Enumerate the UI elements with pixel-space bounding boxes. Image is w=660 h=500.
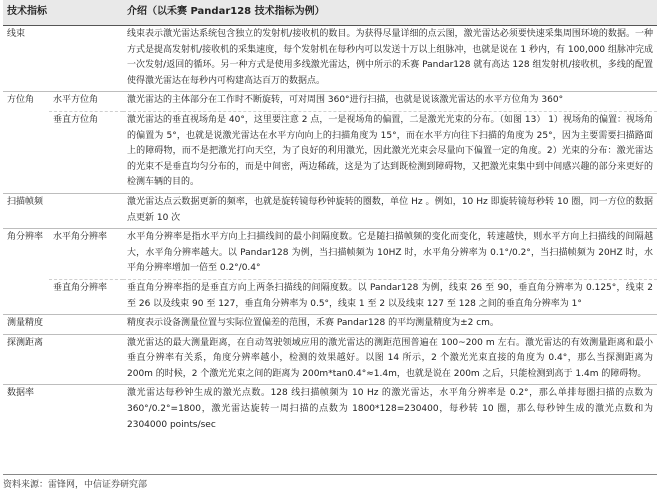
row-category: 探测距离	[3, 334, 123, 385]
row-description: 激光雷达的主体部分在工作时不断旋转，可对周围 360°进行扫描，也就是说该激光雷达的水平方位角为 360°	[123, 92, 657, 112]
table-row	[3, 229, 657, 280]
row-category: 测量精度	[3, 315, 123, 335]
row-description: 激光雷达点云数据更新的频率，也就是旋转镜每秒钟旋转的圈数，单位 Hz 。例如，10 Hz 即旋转镜每秒转 10 圈，同一方位的数据点更新 10 次	[123, 193, 657, 228]
table-row	[3, 26, 657, 92]
table-row	[3, 279, 657, 314]
row-category: 数据率	[7, 388, 35, 399]
table-row	[3, 193, 657, 228]
row-category: 角分辨率	[3, 229, 49, 315]
table-row	[3, 334, 657, 385]
row-subcategory: 垂直角分辨率	[49, 279, 123, 314]
header-introduction: 介绍（以禾赛 Pandar128 技术指标为例）	[123, 0, 657, 26]
row-subcategory: 水平方位角	[49, 92, 123, 112]
lidar-spec-table	[3, 0, 657, 435]
row-category: 扫描帧频	[3, 193, 123, 228]
table-row	[3, 111, 657, 193]
source-note: 资料来源：雷锋网，中信证券研究部	[3, 480, 148, 490]
header-tech-indicator: 技术指标	[3, 0, 123, 26]
row-subcategory: 垂直方位角	[49, 111, 123, 193]
table-header-row	[3, 0, 657, 26]
row-subcategory: 水平角分辨率	[49, 229, 123, 280]
row-description: 精度表示设备测量位置与实际位置偏差的范围，禾赛 Pandar128 的平均测量精度为±2 cm。	[123, 315, 657, 335]
table-row	[3, 92, 657, 112]
table-bottom-rule	[3, 474, 657, 475]
row-description: 线束表示激光雷达系统包含独立的发射机/接收机的数目。为获得尽量详细的点云图，激光雷达必须要快速采集周围环境的数据。一种方式是提高发射机/接收机的采集速度，每个发射机在每秒内可以发送十万以上组脉冲，也就是说在 1 秒内，有 100,000 组脉冲完成一次发射/返回的循环。另一种方式是使用多线激光雷达，例中所示的禾赛 Pandar128 就有高达 128 组发射机/接收机，多线的配置使得激光雷达在每秒内可构建高达百万的数据点。	[123, 26, 657, 92]
row-description: 激光雷达的最大测量距离，在自动驾驶领域应用的激光雷达的测距范围普遍在 100~200 m 左右。激光雷达的有效测量距离和最小垂直分辨率有关系，角度分辨率越小，检测的效果越好。以图 14 所示，2 个激光光束直接的角度为 0.4°，那么当探测距离为 200m 的时候，2 个激光光束之间的距离为 200m*tan0.4°≈1.4m，也就是说在 200m 之后，只能检测到高于 1.4m 的障碍物。	[123, 334, 657, 385]
table-row	[3, 385, 657, 435]
row-description: 激光雷达每秒钟生成的激光点数。128 线扫描帧频为 10 Hz 的激光雷达，水平角分辨率是 0.2°，那么单排每圈扫描的点数为 360°/0.2°=1800，激光雷达旋转一周扫描的点数为 1800*128=230400，每秒转 10 圈，那么每秒钟生成的激光点数和为 2304000 points/sec	[127, 388, 653, 430]
row-description: 垂直角分辨率指的是垂直方向上两条扫描线的间隔度数。以 Pandar128 为例，线束 26 至 90，垂直角分辨率为 0.125°，线束 2 至 26 以及线束 90 至 127，垂直角分辨率为 0.5°，线束 1 至 2 以及线束 127 至 128 之间的垂直角分辨率为 1°	[123, 279, 657, 314]
table-row	[3, 315, 657, 335]
row-description: 激光雷达的垂直视场角是 40°，这里要注意 2 点，一是视场角的偏置，二是激光光束的分布。（如图 13） 1）视场角的偏置：视场角的偏置为 5°，也就是说激光雷达在水平方向向上的扫描角度为 15°，而在水平方向往下扫描的角度为 25°，因为主要需要扫描路面上的障碍物，而不是把激光打向天空，为了良好的利用激光，因此激光光束会尽量向下偏置一定的角度。2）光束的分布：激光雷达的光束不是垂直均匀分布的，而是中间密，两边稀疏，这是为了达到既检测到障碍物，又把激光束集中到中间感兴趣的部分来更好的检测车辆的目的。	[123, 111, 657, 193]
row-category: 方位角	[3, 92, 49, 194]
row-category: 线束	[3, 26, 123, 92]
row-description: 水平角分辨率是指水平方向上扫描线间的最小间隔度数。它是随扫描帧频的变化而变化，转速越快，则水平方向上扫描线的间隔越大，水平角分辨率越大。以 Pandar128 为例，当扫描帧频为 10HZ 时，水平角分辨率为 0.1°/0.2°，当扫描帧频为 20HZ 时，水平角分辨率增加一倍至 0.2°/0.4°	[123, 229, 657, 280]
